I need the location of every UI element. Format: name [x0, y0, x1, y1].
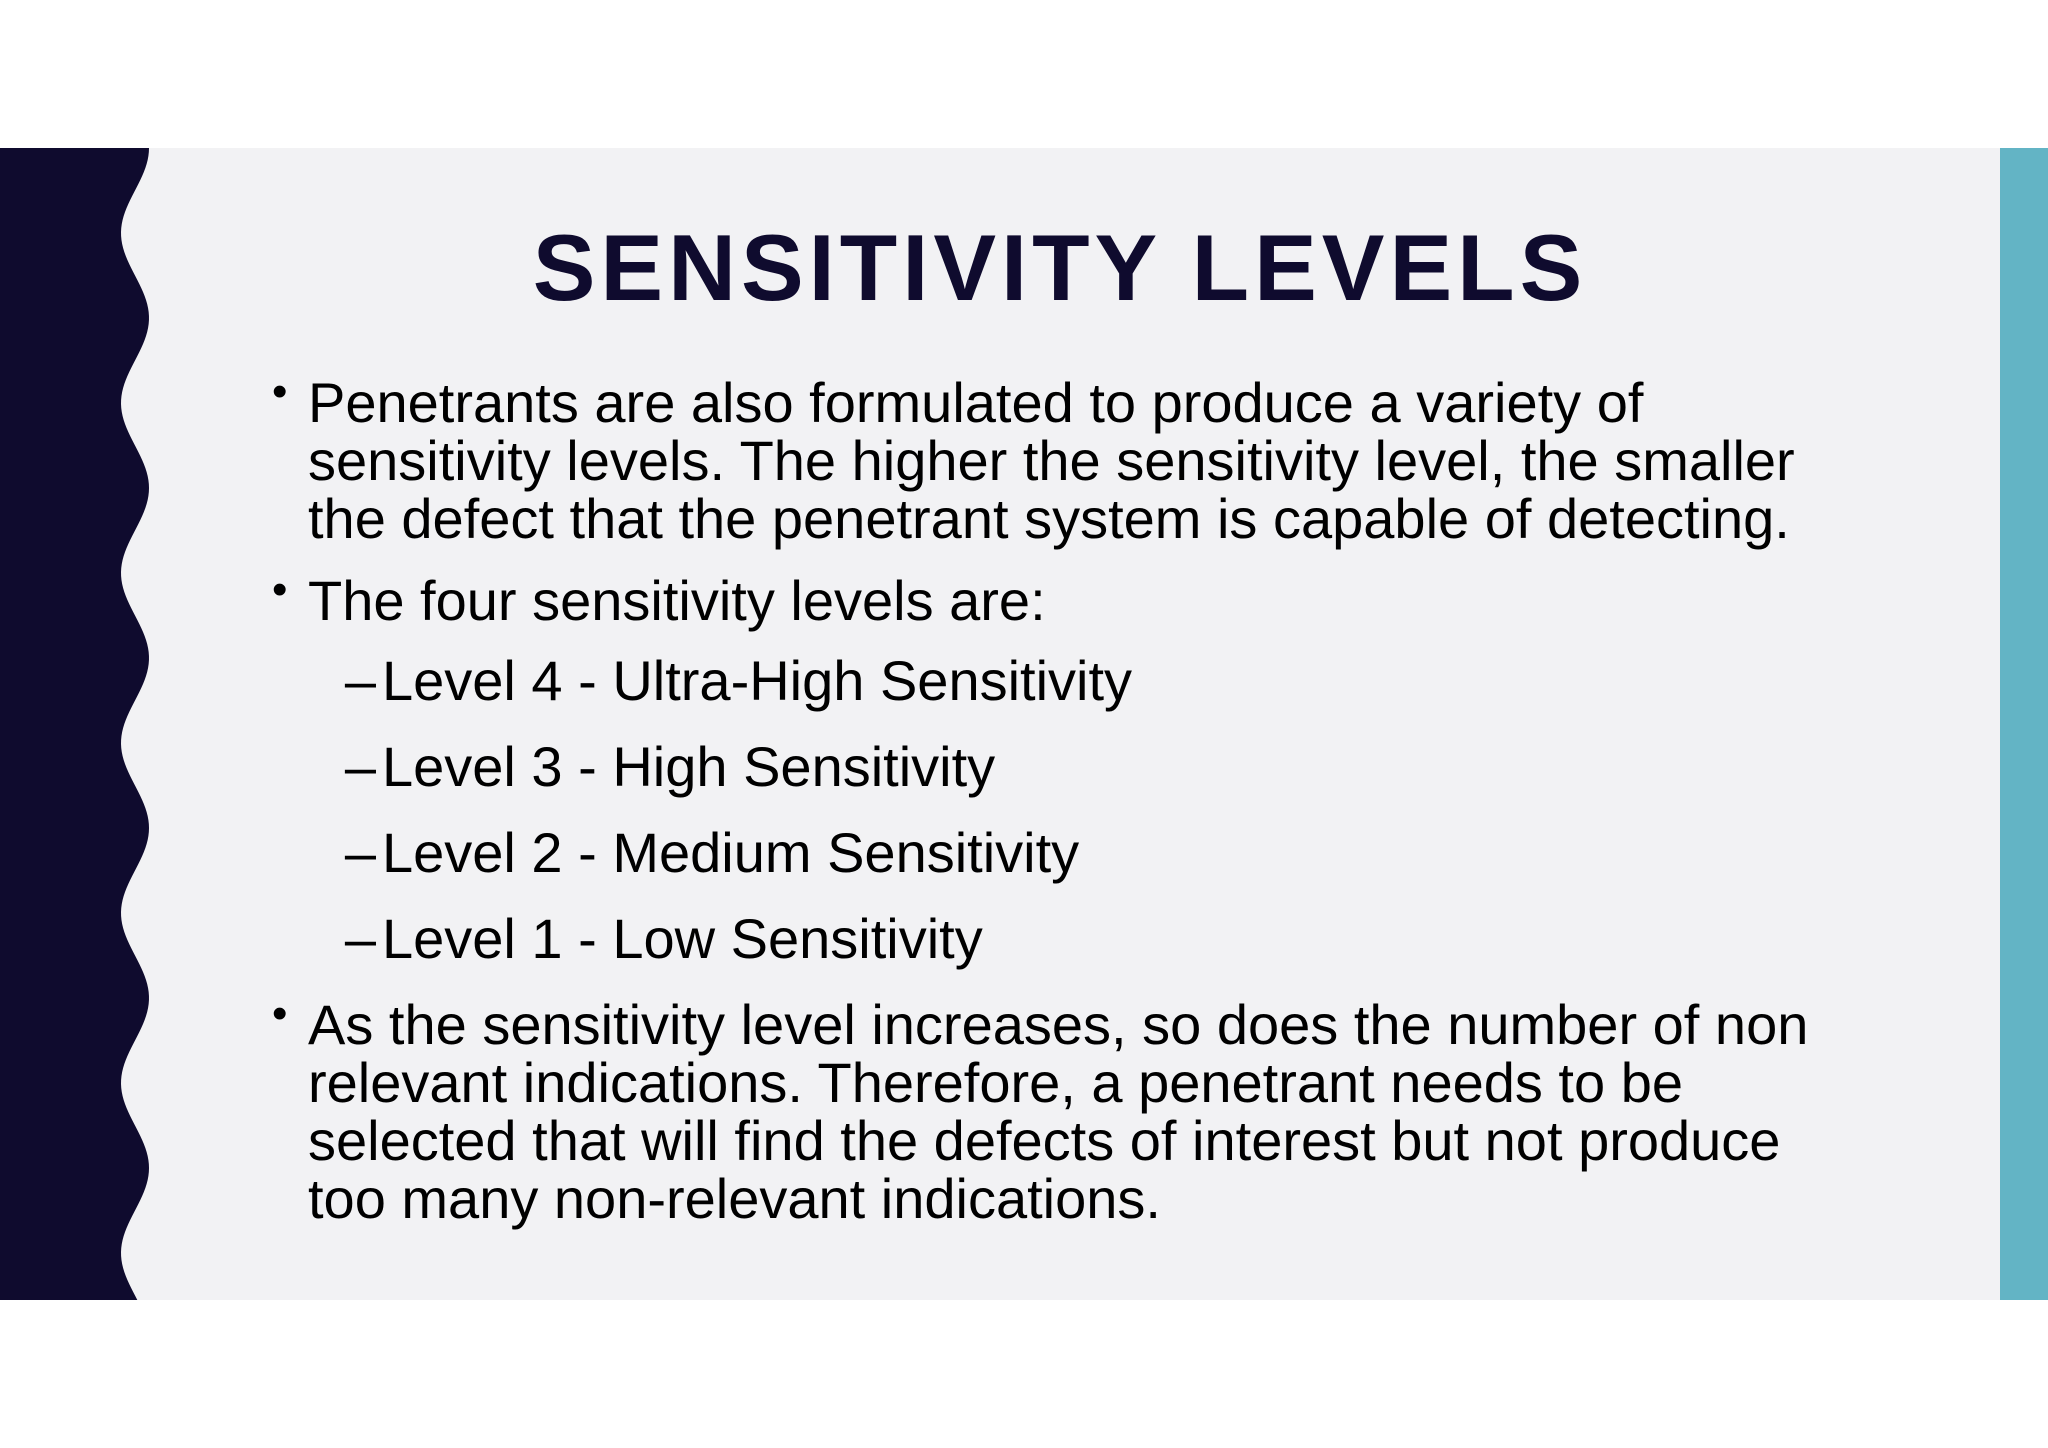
bullet-text: The four sensitivity levels are:: [308, 569, 1046, 632]
bullet-item: [268, 367, 1848, 550]
dash-icon: –: [344, 821, 376, 884]
dash-icon: –: [344, 649, 376, 712]
bullet-dot-icon: •: [272, 989, 288, 1038]
bullet-dot-icon: •: [272, 565, 288, 614]
dash-icon: –: [344, 735, 376, 798]
slide: [0, 148, 2048, 1300]
bullet-text: As the sensitivity level increases, so does the number of non relevant indications. Therefore, a penetrant needs to be selected that will find the defects of interest but not produce too many non-relevant indications.: [308, 993, 1809, 1230]
bullet-text: Penetrants are also formulated to produce a variety of sensitivity levels. The higher the sensitivity level, the smaller the defect that the penetrant system is capable of detecting.: [308, 371, 1795, 550]
sub-item-level-2: [308, 821, 1848, 884]
sub-item-text: Level 1 - Low Sensitivity: [382, 907, 983, 970]
dash-icon: –: [344, 907, 376, 970]
wave-border-decoration: [0, 148, 160, 1300]
sub-item-level-4: [308, 649, 1848, 712]
sub-list: [308, 649, 1848, 970]
bullet-dot-icon: •: [272, 367, 288, 416]
bullet-item: [268, 565, 1848, 970]
sub-item-text: Level 4 - Ultra-High Sensitivity: [382, 649, 1133, 712]
sub-item-level-3: [308, 735, 1848, 798]
slide-content: [268, 367, 1848, 1252]
sub-item-level-1: [308, 907, 1848, 970]
bullet-item: [268, 989, 1848, 1230]
sub-item-text: Level 3 - High Sensitivity: [382, 735, 996, 798]
slide-title: SENSITIVITY LEVELS: [532, 215, 1588, 320]
sub-item-text: Level 2 - Medium Sensitivity: [382, 821, 1080, 884]
accent-bar: [2000, 148, 2048, 1300]
